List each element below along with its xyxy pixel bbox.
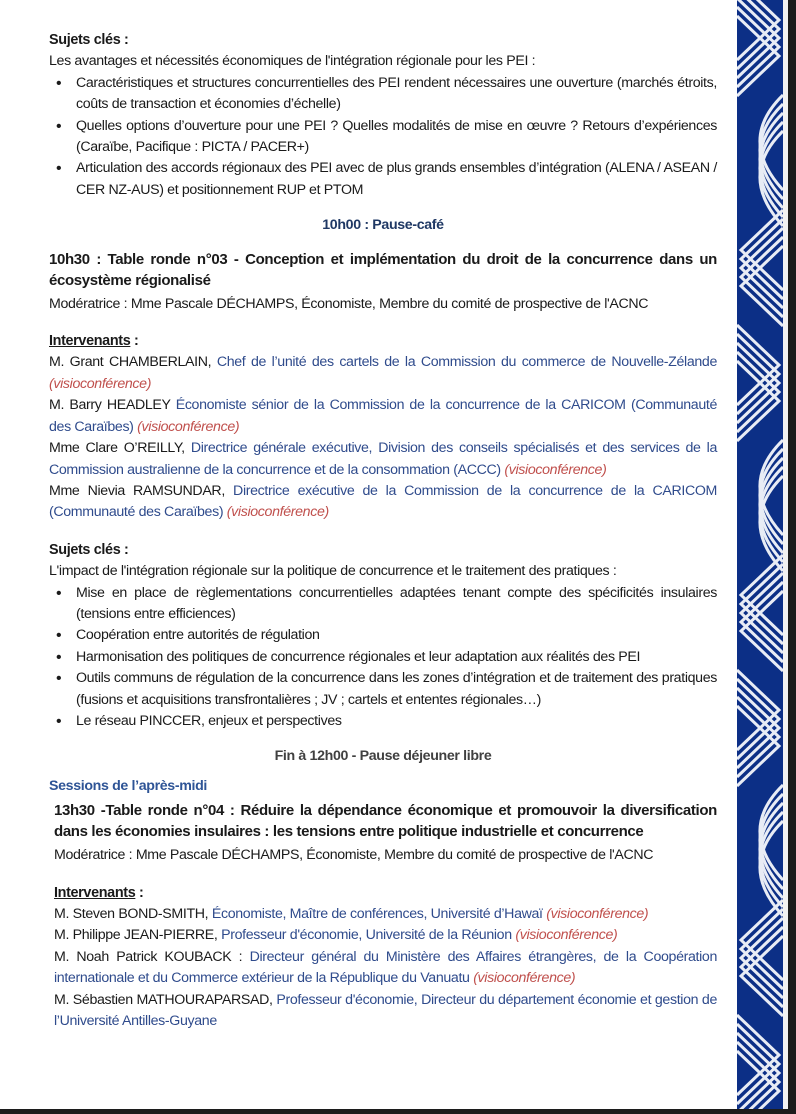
speakers-heading [54, 883, 717, 904]
speaker-mode: (visioconférence) [49, 375, 152, 392]
speakers-label: Intervenants [49, 333, 131, 350]
speaker-name: M. Grant CHAMBERLAIN, [49, 354, 212, 371]
subjects-heading: Sujets clés : [49, 32, 129, 48]
speaker-role: Directrice exécutive de la Commission de la concurrence de la CARICOM (Communauté des Caraïbes) [49, 482, 717, 521]
list-item: • Articulation des accords régionaux des PEI avec de plus grands ensembles d’intégration (ALENA / ASEAN / CER NZ-AUS) et positionnement RUP et PTOM [76, 158, 717, 201]
pattern-motif [737, 670, 779, 786]
pattern-motif [760, 440, 783, 571]
session-title: 13h30 -Table ronde n°04 : Réduire la dépendance économique et promouvoir la diversification dans les économies insulaires : les tensions entre politique industrielle et concurrence [54, 802, 717, 841]
pattern-motif [741, 555, 783, 671]
speaker-role: Économiste, Maître de conférences, Université d’Hawaï [211, 906, 543, 922]
pattern-motif [737, 0, 779, 96]
speaker-name: M. Sébastien MATHOURAPARSAD, [54, 991, 273, 1008]
speaker-mode: (visioconférence) [137, 418, 240, 435]
speaker-mode: (visioconférence) [226, 504, 329, 521]
speaker-role: Directeur général du Ministère des Affaires étrangères, de la Coopération internationale et du Commerce extérieur de la République du Vanuatu [54, 948, 717, 987]
section1-subjects [49, 30, 717, 201]
tribal-pattern-icon [737, 0, 783, 1110]
speaker-entry [49, 438, 717, 481]
subjects-list [49, 73, 717, 201]
pattern-motif [741, 210, 783, 326]
speaker-name: Mme Nievia RAMSUNDAR, [49, 482, 225, 499]
speakers-colon: : [135, 884, 144, 901]
pattern-motif [737, 325, 779, 441]
speaker-entry [54, 990, 717, 1033]
speaker-entry [49, 481, 717, 524]
speaker-name: M. Steven BOND-SMITH, [54, 906, 209, 922]
subjects-list [49, 583, 717, 733]
subjects-heading: Sujets clés : [49, 541, 129, 558]
pattern-motif [741, 900, 783, 1016]
list-item: • Quelles options d’ouverture pour une PEI ? Quelles modalités de mise en œuvre ? Retours d’expériences (Caraïbe, Pacifique : PICTA / PACER+) [76, 116, 717, 159]
speaker-mode: (visioconférence) [473, 970, 576, 987]
speaker-mode: (visioconférence) [546, 906, 649, 922]
list-item: • Le réseau PINCCER, enjeux et perspectives [76, 711, 717, 732]
pattern-motif [760, 95, 783, 226]
pattern-motif [737, 1015, 779, 1110]
page-edge-shadow [788, 0, 796, 1114]
page-bottom-edge [0, 1109, 796, 1114]
speakers-colon: : [130, 333, 139, 350]
speaker-mode: (visioconférence) [515, 927, 618, 944]
speaker-role: Directrice générale exécutive, Division des conseils spécialisés et des services de la Commission australienne de la concurrence et de la consommation (ACCC) [49, 440, 717, 478]
speaker-role: Professeur d'économie, Université de la Réunion [221, 927, 512, 944]
list-item: • Caractéristiques et structures concurrentielles des PEI rendent nécessaires une ouverture (marchés étroits, coûts de transaction et économies d’échelle) [76, 73, 717, 116]
moderator: Modératrice : Mme Pascale DÉCHAMPS, Économiste, Membre du comité de prospective de l'ACNC [54, 847, 654, 864]
speaker-entry [54, 904, 717, 925]
speakers-heading [49, 331, 717, 352]
coffee-break: 10h00 : Pause-café [322, 217, 444, 234]
moderator: Modératrice : Mme Pascale DÉCHAMPS, Économiste, Membre du comité de prospective de l'ACNC [49, 295, 649, 312]
afternoon-sessions-heading: Sessions de l’après-midi [49, 777, 207, 794]
list-item: • Outils communs de régulation de la concurrence dans les zones d’intégration et de traitement des pratiques (fusions et acquisitions transfrontalières ; JV ; cartels et ententes régionales…) [76, 668, 717, 711]
decorative-border-pattern [737, 0, 783, 1110]
speaker-mode: (visioconférence) [504, 461, 607, 478]
speaker-entry [49, 352, 717, 395]
speaker-entry [54, 947, 717, 990]
pattern-motif [760, 785, 783, 916]
speaker-role: Chef de l’unité des cartels de la Commission du commerce de Nouvelle-Zélande [216, 354, 717, 371]
subjects-intro: L'impact de l'intégration régionale sur la politique de concurrence et le traitement des pratiques : [49, 563, 617, 580]
list-item: • Coopération entre autorités de régulation [76, 625, 717, 646]
subjects-intro: Les avantages et nécessités économiques de l'intégration régionale pour les PEI : [49, 53, 536, 70]
speaker-name: Mme Clare O’REILLY, [49, 440, 185, 457]
speaker-entry [54, 925, 717, 946]
speaker-role: Économiste sénior de la Commission de la concurrence de la CARICOM (Communauté des Caraïbes) [49, 397, 717, 435]
list-item: • Mise en place de règlementations concurrentielles adaptées tenant compte des spécificités insulaires (tensions entre efficiences) [76, 583, 717, 626]
speakers-label: Intervenants [54, 884, 136, 901]
lunch-break: Fin à 12h00 - Pause déjeuner libre [274, 748, 492, 765]
speaker-entry [49, 395, 717, 438]
table-ronde-4 [49, 800, 717, 1032]
speaker-role: Professeur d'économie, Directeur du département économie et gestion de l’Université Antilles-Guyane [54, 991, 717, 1030]
session-title: 10h30 : Table ronde n°03 - Conception et implémentation du droit de la concurrence dans un écosystème régionalisé [49, 250, 717, 289]
speaker-name: M. Noah Patrick KOUBACK : [54, 948, 243, 965]
table-ronde-3 [49, 249, 717, 733]
program-page [49, 30, 717, 1032]
list-item: • Harmonisation des politiques de concurrence régionales et leur adaptation aux réalités des PEI [76, 647, 717, 668]
speaker-name: M. Philippe JEAN-PIERRE, [54, 927, 218, 944]
speaker-name: M. Barry HEADLEY [49, 397, 171, 414]
